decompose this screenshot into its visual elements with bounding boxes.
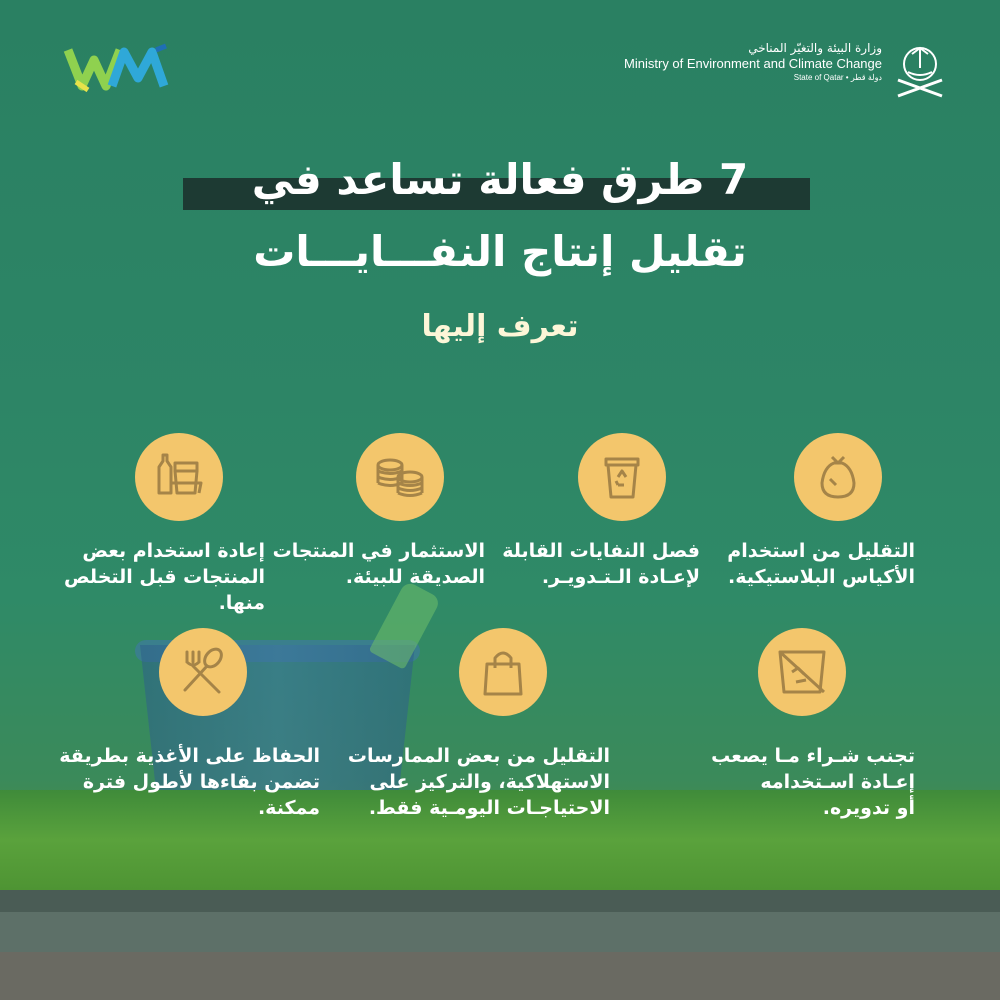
page-title-line2: تقليل إنتاج النفـــايـــات [253,227,747,276]
tip-text: إعادة استخدام بعض [82,540,265,562]
tip-text: إعـادة اسـتخدامه [760,771,915,793]
bottle-illustration [369,580,442,669]
reuse-containers-icon [135,433,223,521]
road-strip [0,890,1000,912]
tip-text: الاستهلاكية، والتركيز على [369,771,610,793]
road-strip [0,912,1000,952]
tip-caption [490,538,700,590]
qatar-emblem-icon [890,38,950,100]
ministry-name-en: Ministry of Environment and Climate Change [624,56,882,71]
tip-caption [270,538,485,590]
page-title-line1: 7 طرق فعالة تساعد في [251,155,749,204]
recycle-bin-icon [578,433,666,521]
state-label: State of Qatar • دولة قطر [793,73,882,82]
tip-text: الأكياس البلاستيكية. [727,566,915,588]
tip-text: المنتجات قبل التخلص [64,566,265,588]
tip-caption [345,743,610,821]
no-shopping-icon [758,628,846,716]
brand-logo-icon [62,42,172,94]
tip-text: لإعـادة الـتـدويـر. [541,566,700,588]
coins-icon [356,433,444,521]
tip-text: فصل النفايات القابلة [502,540,700,562]
shopping-bag-icon [459,628,547,716]
tip-text: ممكنة. [257,797,320,819]
road-strip [0,952,1000,1000]
tip-text: التقليل من استخدام [727,540,915,562]
page-subtitle: تعرف إليها [421,309,579,344]
tip-text: تجنب شـراء مـا يصعب [711,745,915,767]
tip-caption [55,743,320,821]
trash-bag-icon [794,433,882,521]
tip-text: الصديقة للبيئة. [345,566,485,588]
tip-caption [55,538,265,616]
tip-text: التقليل من بعض الممارسات [347,745,610,767]
tip-caption [700,538,915,590]
ministry-logo-text [622,40,882,84]
tip-text: الحفاظ على الأغذية بطريقة [59,745,320,767]
tip-text: الاحتياجـات اليومـية فقط. [368,797,610,819]
tip-text: تضمن بقاءها لأطول فترة [82,771,320,793]
tip-caption [660,743,915,821]
tip-text: منها. [218,592,265,614]
tip-text: أو تدويره. [822,797,915,819]
tip-text: الاستثمار في المنتجات [272,540,485,562]
ministry-name-ar: وزارة البيئة والتغيّر المناخي [748,41,882,55]
fork-spoon-icon [159,628,247,716]
